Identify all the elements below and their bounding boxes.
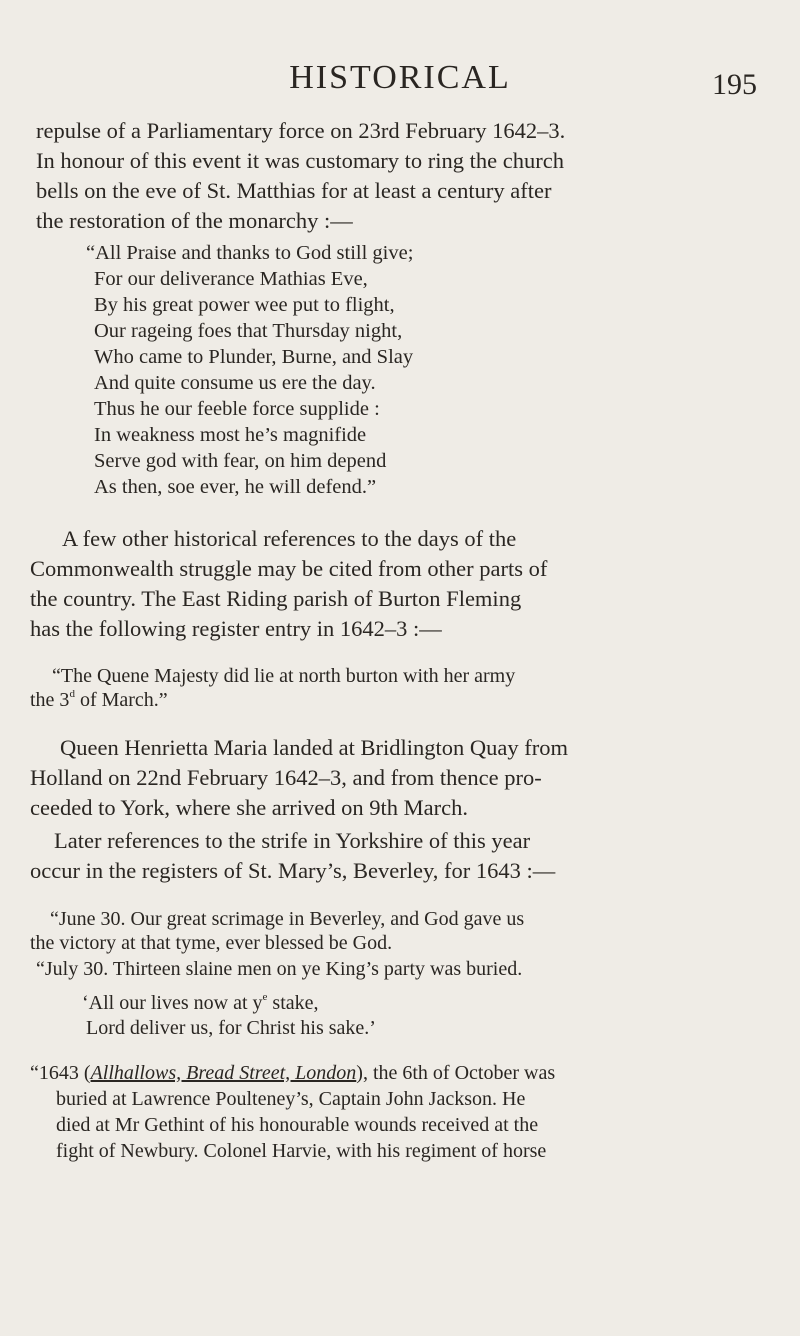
quote-line: “July 30. Thirteen slaine men on ye King’s party was buried. — [36, 958, 523, 980]
body-line: In honour of this event it was customary to ring the church — [36, 148, 565, 173]
poem-line: Our rageing foes that Thursday night, — [94, 320, 403, 342]
quote-line: “The Quene Majesty did lie at north burton with her army — [52, 665, 516, 687]
quote-line: “1643 (Allhallows, Bread Street, London), the 6th of October was — [30, 1062, 556, 1084]
quote-line: “June 30. Our great scrimage in Beverley, and God gave us — [50, 908, 525, 930]
body-line: Queen Henrietta Maria landed at Bridlington Quay from — [60, 735, 568, 760]
poem-line: And quite consume us ere the day. — [94, 372, 376, 394]
body-line: the country. The East Riding parish of Burton Fleming — [30, 586, 522, 611]
body-line: Holland on 22nd February 1642–3, and from thence pro- — [30, 765, 542, 790]
body-line: bells on the eve of St. Matthias for at least a century after — [36, 178, 552, 203]
verse-line: ‘All our lives now at $y^e$ stake, — [82, 991, 319, 1014]
body-line: the restoration of the monarchy :— — [36, 208, 353, 233]
body-line: occur in the registers of St. Mary’s, Beverley, for 1643 :— — [30, 858, 556, 883]
poem-line: In weakness most he’s magnifide — [94, 424, 367, 446]
poem-line: Serve god with fear, on him depend — [94, 450, 387, 472]
poem-line: Thus he our feeble force supplide : — [94, 398, 380, 420]
quote-line: the 3$^d$ of March.” — [30, 688, 168, 711]
body-line: has the following register entry in 1642–3 :— — [30, 616, 442, 641]
poem-line: “All Praise and thanks to God still give; — [86, 242, 414, 264]
quote-line: died at Mr Gethint of his honourable wounds received at the — [56, 1114, 539, 1136]
body-line: repulse of a Parliamentary force on 23rd February 1642–3. — [36, 118, 566, 143]
body-line: Later references to the strife in Yorkshire of this year — [54, 828, 531, 853]
page-number: 195 — [712, 68, 757, 101]
poem-line: For our deliverance Mathias Eve, — [94, 268, 368, 290]
quote-line: the victory at that tyme, ever blessed be God. — [30, 932, 393, 954]
body-line: ceeded to York, where she arrived on 9th March. — [30, 795, 468, 820]
verse-line: Lord deliver us, for Christ his sake.’ — [86, 1017, 376, 1039]
quote-line: fight of Newbury. Colonel Harvie, with his regiment of horse — [56, 1140, 547, 1162]
parish-name: Allhallows, Bread Street, London — [90, 1062, 357, 1084]
running-head: HISTORICAL — [289, 59, 511, 96]
body-line: A few other historical references to the days of the — [62, 526, 517, 551]
poem-line: By his great power wee put to flight, — [94, 294, 395, 316]
quote-line: buried at Lawrence Poulteney’s, Captain John Jackson. He — [56, 1088, 526, 1110]
poem-line: Who came to Plunder, Burne, and Slay — [94, 346, 414, 368]
poem-line: As then, soe ever, he will defend.” — [94, 476, 377, 498]
body-line: Commonwealth struggle may be cited from other parts of — [30, 556, 548, 581]
